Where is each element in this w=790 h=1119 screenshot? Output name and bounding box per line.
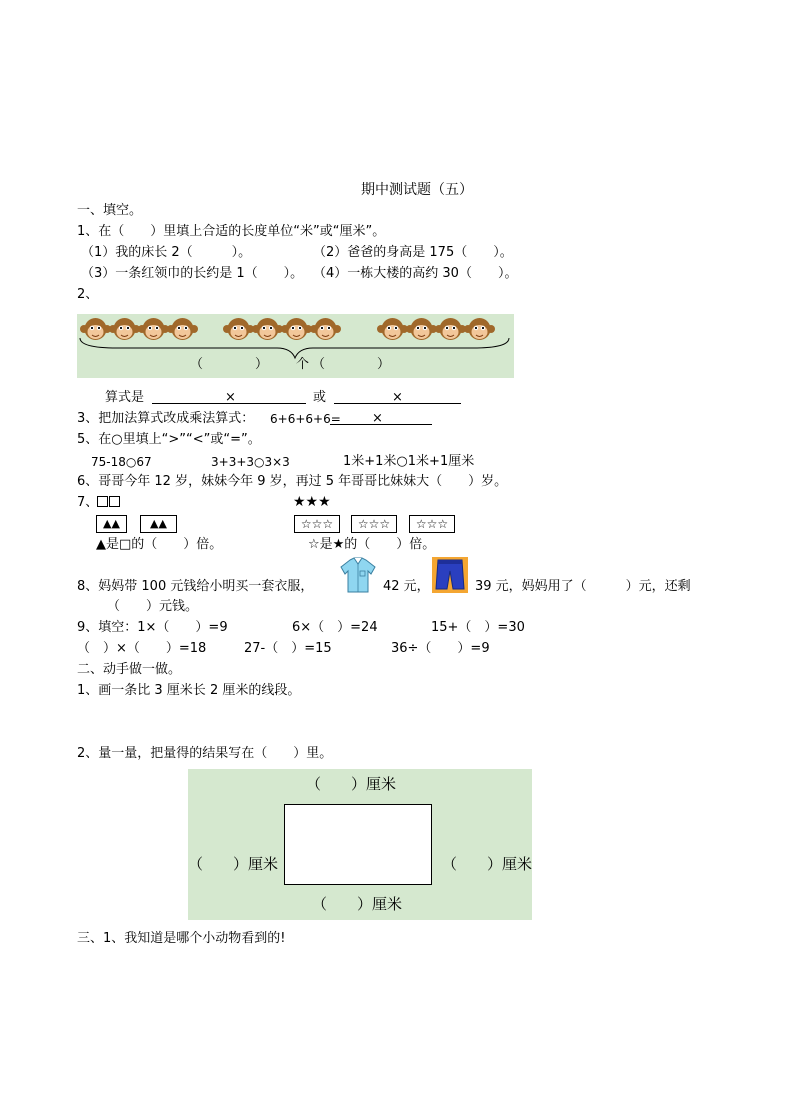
q6-text: 6、哥哥今年 12 岁，妹妹今年 9 岁，再过 5 年哥哥比妹妹大（ ）岁。 [77,474,508,489]
q7-left-answer: ▲是□的（ ）倍。 [96,537,223,552]
q8-price-1: 42 元， [383,579,430,594]
q9-2c: 36÷（ ）=9 [391,641,490,656]
q8-text-2: （ ）元钱。 [107,599,199,614]
q1-stem: 1、在（ ）里填上合适的长度单位“米”或“厘米”。 [77,224,386,239]
measure-right: （ ）厘米 [442,855,533,873]
q9-1a: 9、填空：1×（ ）=9 [77,620,228,635]
q5-stem: 5、在○里填上“>”“<”或“=”。 [77,432,261,447]
q7-squares [97,494,121,512]
section-2-q1: 1、画一条比 3 厘米长 2 厘米的线段。 [77,683,301,698]
section-2-heading: 二、动手做一做。 [77,662,182,677]
q5-a: 75-18○67 [91,455,152,469]
brace-label-right: （ ） [312,357,391,372]
q5-c: 1米+1米○1米+1厘米 [343,454,475,469]
section-2-q2: 2、量一量，把量得的结果写在（ ）里。 [77,746,333,761]
measure-left: （ ）厘米 [188,855,279,873]
q2-formula-prefix: 算式是 [105,390,145,405]
q9-1b: 6×（ ）=24 [292,620,378,635]
star-box-1: ☆☆☆ [294,515,340,533]
brace-label-mid: 个 [296,357,310,372]
times-sign-1: × [225,390,236,405]
q9-2a: （ ）×（ ）=18 [77,641,207,656]
measure-top: （ ）厘米 [306,775,397,793]
q1-c: （3）一条红领巾的长约是 1（ ）。 [81,266,304,281]
shirt-icon [340,557,376,593]
q5-b: 3+3+3○3×3 [211,455,290,469]
q8-price-2: 39 元，妈妈用了（ ）元，还剩 [475,579,691,594]
q9-1c: 15+（ ）=30 [431,620,525,635]
q7-right-answer: ☆是★的（ ）倍。 [308,537,436,552]
q1-a: （1）我的床长 2（ ）。 [81,245,252,260]
q7-number: 7、 [77,495,99,510]
star-box-2: ☆☆☆ [351,515,397,533]
or-word: 或 [313,390,327,405]
triangle-box-2: ▲▲ [140,515,177,533]
q3-expr: 6+6+6+6= [270,412,341,426]
rectangle-to-measure [284,804,432,885]
measure-panel [188,769,532,920]
q8-text-1: 8、妈妈带 100 元钱给小明买一套衣服， [77,579,314,594]
measure-bottom: （ ）厘米 [312,895,403,913]
square-icon [109,496,120,507]
section-1-heading: 一、填空。 [77,203,143,218]
monkey-group-2 [223,318,341,340]
q3-text: 3、把加法算式改成乘法算式： [77,411,255,426]
star-box-3: ☆☆☆ [409,515,455,533]
triangle-box-1: ▲▲ [96,515,127,533]
q7-stars: ★★★ [293,494,331,510]
q1-d: （4）一栋大楼的高约 30（ ）。 [313,266,518,281]
monkey-group-1 [80,318,198,340]
q1-b: （2）爸爸的身高是 175（ ）。 [313,245,513,260]
pants-icon [432,557,468,593]
brace [80,338,509,358]
monkey-group-3 [377,318,495,340]
q2-number: 2、 [77,287,99,302]
times-sign-2: × [392,390,403,405]
page-title: 期中测试题（五） [361,182,473,198]
square-icon [97,496,108,507]
section-3-heading: 三、1、我知道是哪个小动物看到的! [77,931,286,946]
brace-label-left: （ ） [190,357,269,372]
q3-times: × [372,411,383,426]
q9-2b: 27-（ ）=15 [244,641,332,656]
